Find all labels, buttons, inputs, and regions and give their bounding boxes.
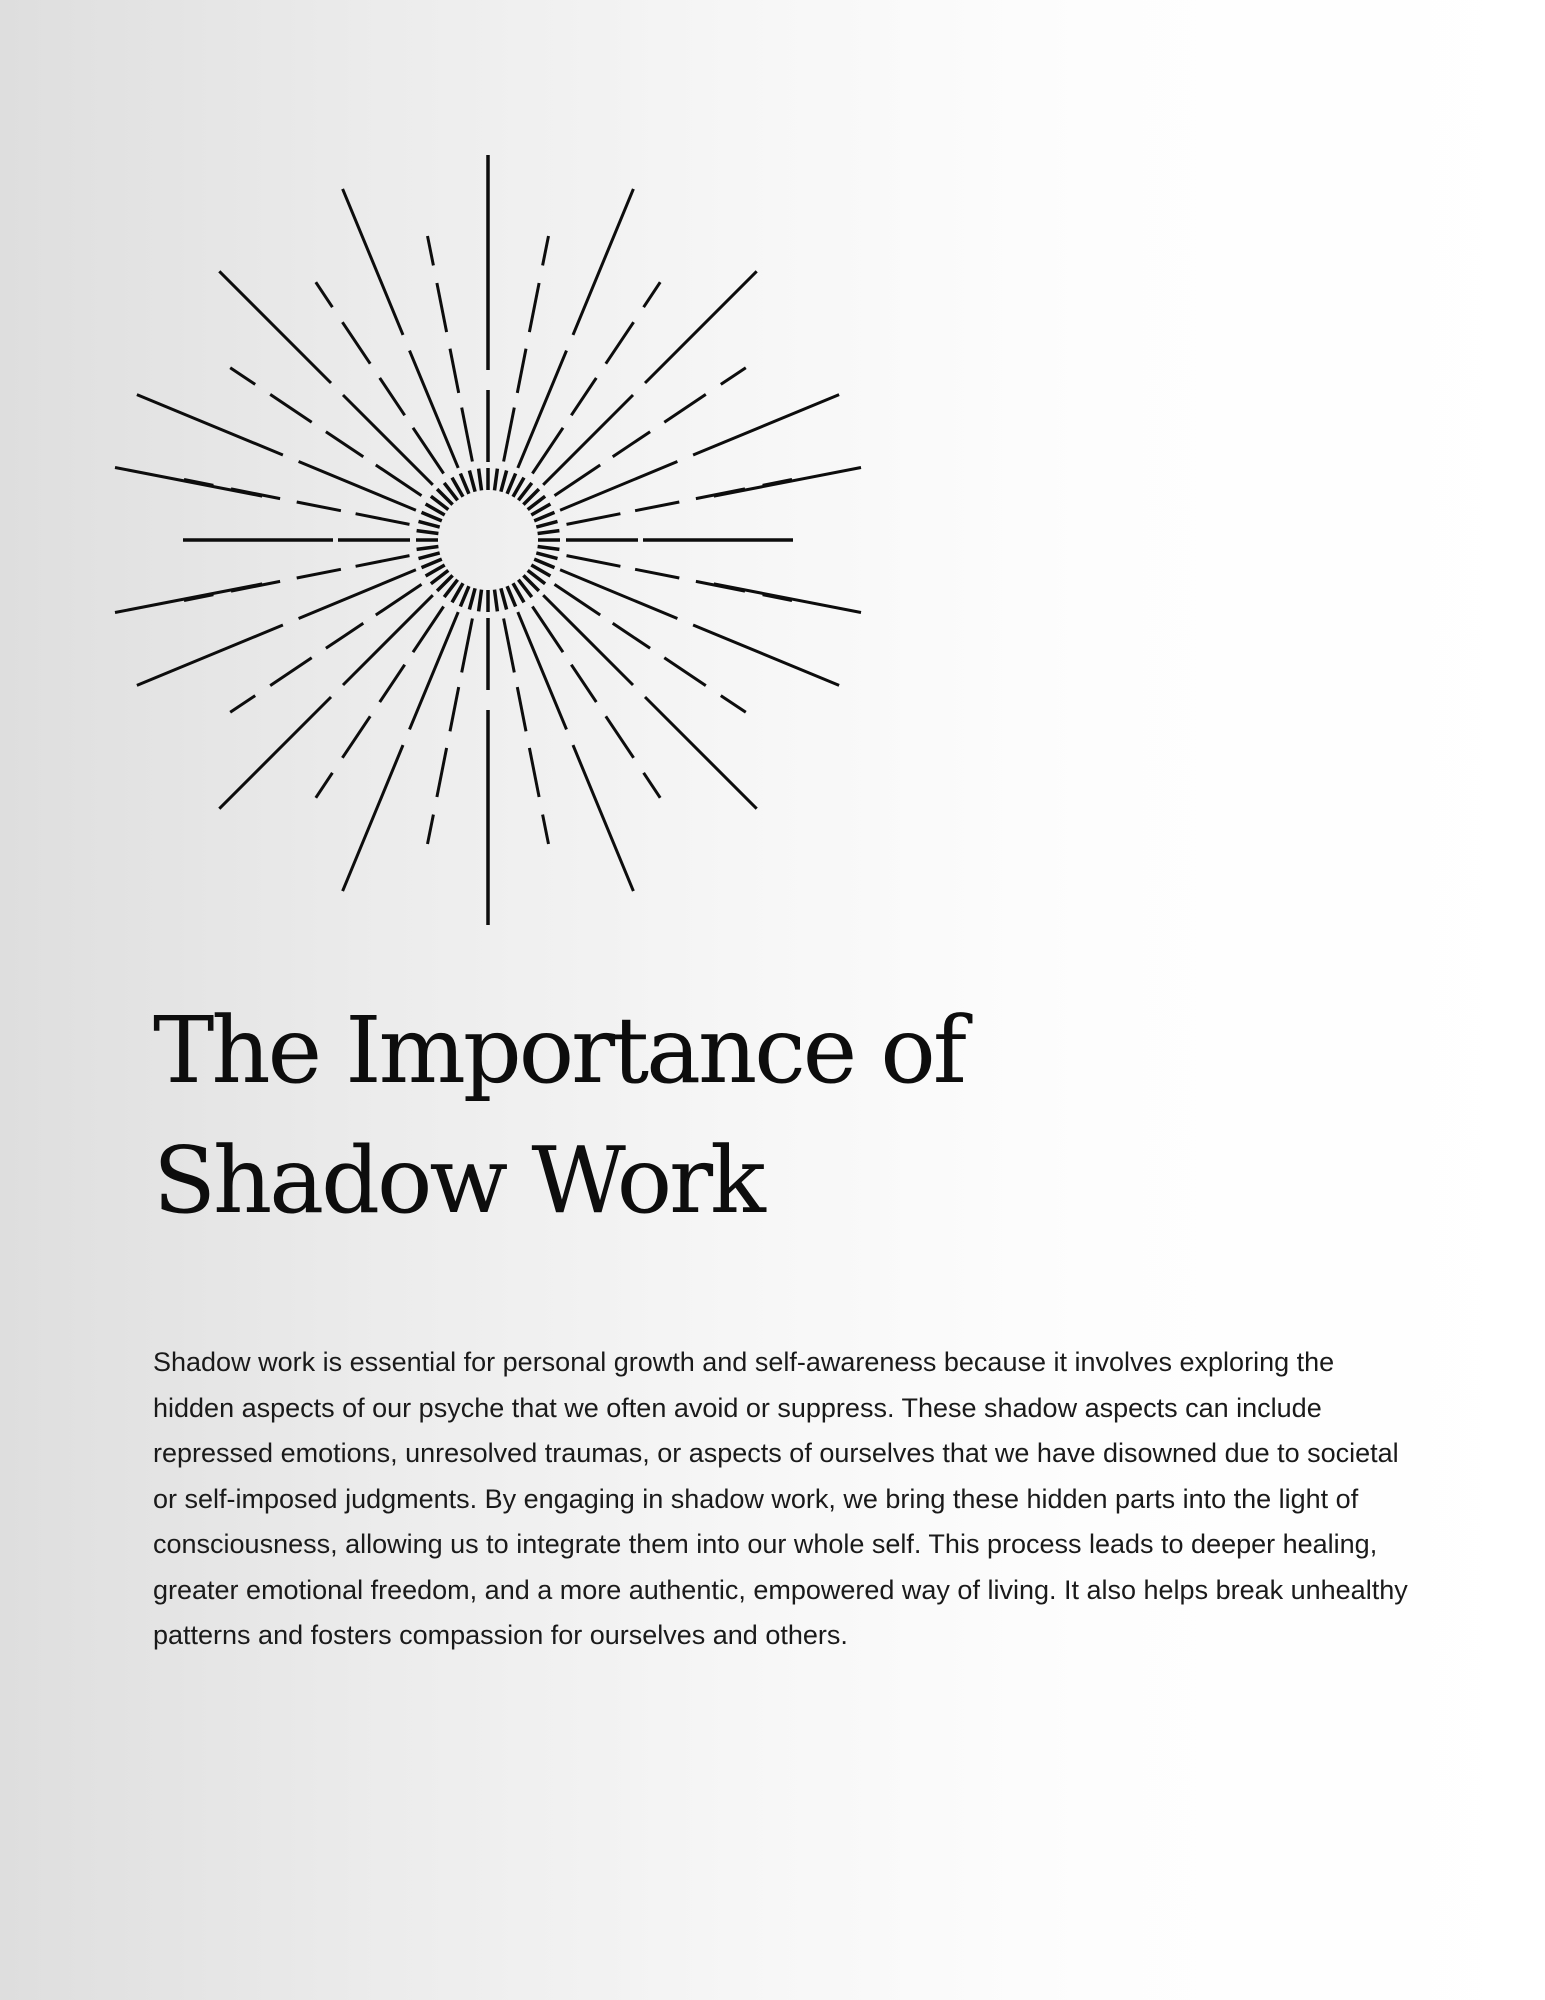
- sunburst-ray: [501, 588, 507, 609]
- sunburst-ray: [137, 625, 283, 685]
- sunburst-ray: [428, 236, 434, 265]
- sunburst-ray: [517, 687, 526, 731]
- sunburst-ray: [419, 521, 440, 527]
- sunburst-ray: [479, 469, 482, 491]
- page-title: [153, 986, 1153, 1246]
- sunburst-ray: [721, 696, 746, 713]
- sunburst-ray: [437, 283, 447, 332]
- sunburst-ray: [613, 432, 650, 457]
- sunburst-ray: [664, 658, 706, 686]
- sunburst-ray: [534, 559, 554, 568]
- sunburst-ray: [413, 428, 444, 474]
- sunburst-ray: [573, 189, 633, 335]
- sunburst-ray: [297, 502, 341, 511]
- sunburst-ray: [501, 471, 507, 492]
- sunburst-ray: [504, 408, 515, 462]
- sunburst-ray: [428, 815, 434, 844]
- sunburst-ray: [714, 584, 861, 613]
- sunburst-ray: [462, 619, 473, 673]
- sunburst-ray: [356, 556, 410, 567]
- sunburst-ray: [450, 349, 459, 393]
- sunburst-ray: [560, 570, 677, 619]
- sunburst-ray: [230, 368, 255, 385]
- sunburst-ray: [555, 465, 601, 496]
- sunburst-ray: [714, 468, 861, 497]
- sunburst-ray: [413, 607, 444, 653]
- sunburst-ray: [419, 553, 440, 559]
- sunburst-ray: [376, 584, 422, 615]
- sunburst-ray: [326, 623, 363, 648]
- sunburst-ray: [518, 612, 567, 729]
- sunburst-ray: [230, 696, 255, 713]
- sunburst-ray: [462, 408, 473, 462]
- sunburst-ray: [270, 658, 312, 686]
- title-line-2: Shadow Work: [153, 1127, 763, 1234]
- sunburst-ray: [529, 748, 539, 797]
- sunburst-ray: [342, 716, 370, 758]
- sunburst-ray: [518, 351, 567, 468]
- sunburst-ray: [417, 547, 439, 550]
- sunburst-ray: [567, 514, 621, 525]
- sunburst-ray: [538, 547, 560, 550]
- sunburst-ray: [532, 428, 563, 474]
- sunburst-ray: [517, 349, 526, 393]
- sunburst-ray: [645, 697, 757, 809]
- sunburst-ray: [721, 368, 746, 385]
- sunburst-ray: [380, 378, 405, 415]
- sunburst-ray: [343, 745, 403, 891]
- sunburst-ray: [479, 590, 482, 612]
- sunburst-ray: [316, 282, 333, 307]
- sunburst-ray: [299, 462, 416, 511]
- sunburst-ray: [532, 607, 563, 653]
- sunburst-ray: [342, 322, 370, 364]
- sunburst-ray: [536, 553, 557, 559]
- sunburst-ray: [644, 773, 661, 798]
- sunburst-ray: [356, 514, 410, 525]
- sunburst-ray: [534, 512, 554, 521]
- sunburst-ray: [417, 531, 439, 534]
- sunburst-ray: [422, 512, 442, 521]
- sunburst-ray: [219, 271, 331, 383]
- sunburst-ray: [635, 502, 679, 511]
- sunburst-ray: [664, 394, 706, 422]
- sunburst-ray: [507, 474, 515, 494]
- sunburst-ray: [343, 189, 403, 335]
- body-paragraph: Shadow work is essential for personal growth and self-awareness because it involves exploring the hidden aspects of our psyche that we often avoid or suppress. These shadow aspects can include repressed emotions, unresolved traumas, or aspects of ourselves that we have disowned due to societal or self-imposed judgments. By engaging in shadow work, we bring these hidden parts into the light of consciousness, allowing us to integrate them into our whole self. This process leads to deeper healing, greater emotional freedom, and a more authentic, empowered way of living. It also helps break unhealthy patterns and fosters compassion for ourselves and others.: [153, 1347, 1408, 1650]
- sunburst-ray: [693, 395, 839, 455]
- sunburst-ray: [410, 612, 459, 729]
- sunburst-ray: [495, 590, 498, 612]
- sunburst-ray: [567, 556, 621, 567]
- sunburst-ray: [495, 469, 498, 491]
- sunburst-ray: [437, 748, 447, 797]
- sunburst-ray: [560, 462, 677, 511]
- sunburst-ray: [693, 625, 839, 685]
- sunburst-ray: [543, 236, 549, 265]
- sunburst-ray: [115, 468, 262, 497]
- sunburst-ray: [297, 569, 341, 578]
- sunburst-ray: [606, 716, 634, 758]
- sunburst-ray: [469, 471, 475, 492]
- sunburst-ray: [422, 559, 442, 568]
- sunburst-ray: [316, 773, 333, 798]
- sunburst-ray: [469, 588, 475, 609]
- sunburst-ray: [326, 432, 363, 457]
- sunburst-ray: [507, 586, 515, 606]
- sunburst-ray: [115, 584, 262, 613]
- sunburst-ray: [299, 570, 416, 619]
- sunburst-ray: [644, 282, 661, 307]
- sunburst-ray: [536, 521, 557, 527]
- title-line-1: The Importance of: [153, 997, 964, 1104]
- sunburst-ray: [376, 465, 422, 496]
- sunburst-ray: [571, 378, 596, 415]
- sunburst-ray: [606, 322, 634, 364]
- sunburst-ray: [460, 474, 469, 494]
- sunburst-ray: [270, 394, 312, 422]
- sunburst-ray: [529, 283, 539, 332]
- sunburst-ray: [613, 623, 650, 648]
- sunburst-ray: [137, 395, 283, 455]
- sunburst-ray: [543, 815, 549, 844]
- sunburst-ray: [538, 531, 560, 534]
- sunburst-ray: [635, 569, 679, 578]
- sunburst-ray: [573, 745, 633, 891]
- sunburst-ray: [460, 586, 469, 606]
- sunburst-ray: [410, 351, 459, 468]
- sunburst-ray: [555, 584, 601, 615]
- sunburst-ray: [571, 665, 596, 702]
- sunburst-ray: [645, 271, 757, 383]
- sunburst-ray: [219, 697, 331, 809]
- sunburst-ray: [380, 665, 405, 702]
- sunburst-ray: [504, 619, 515, 673]
- sunburst-ray: [450, 687, 459, 731]
